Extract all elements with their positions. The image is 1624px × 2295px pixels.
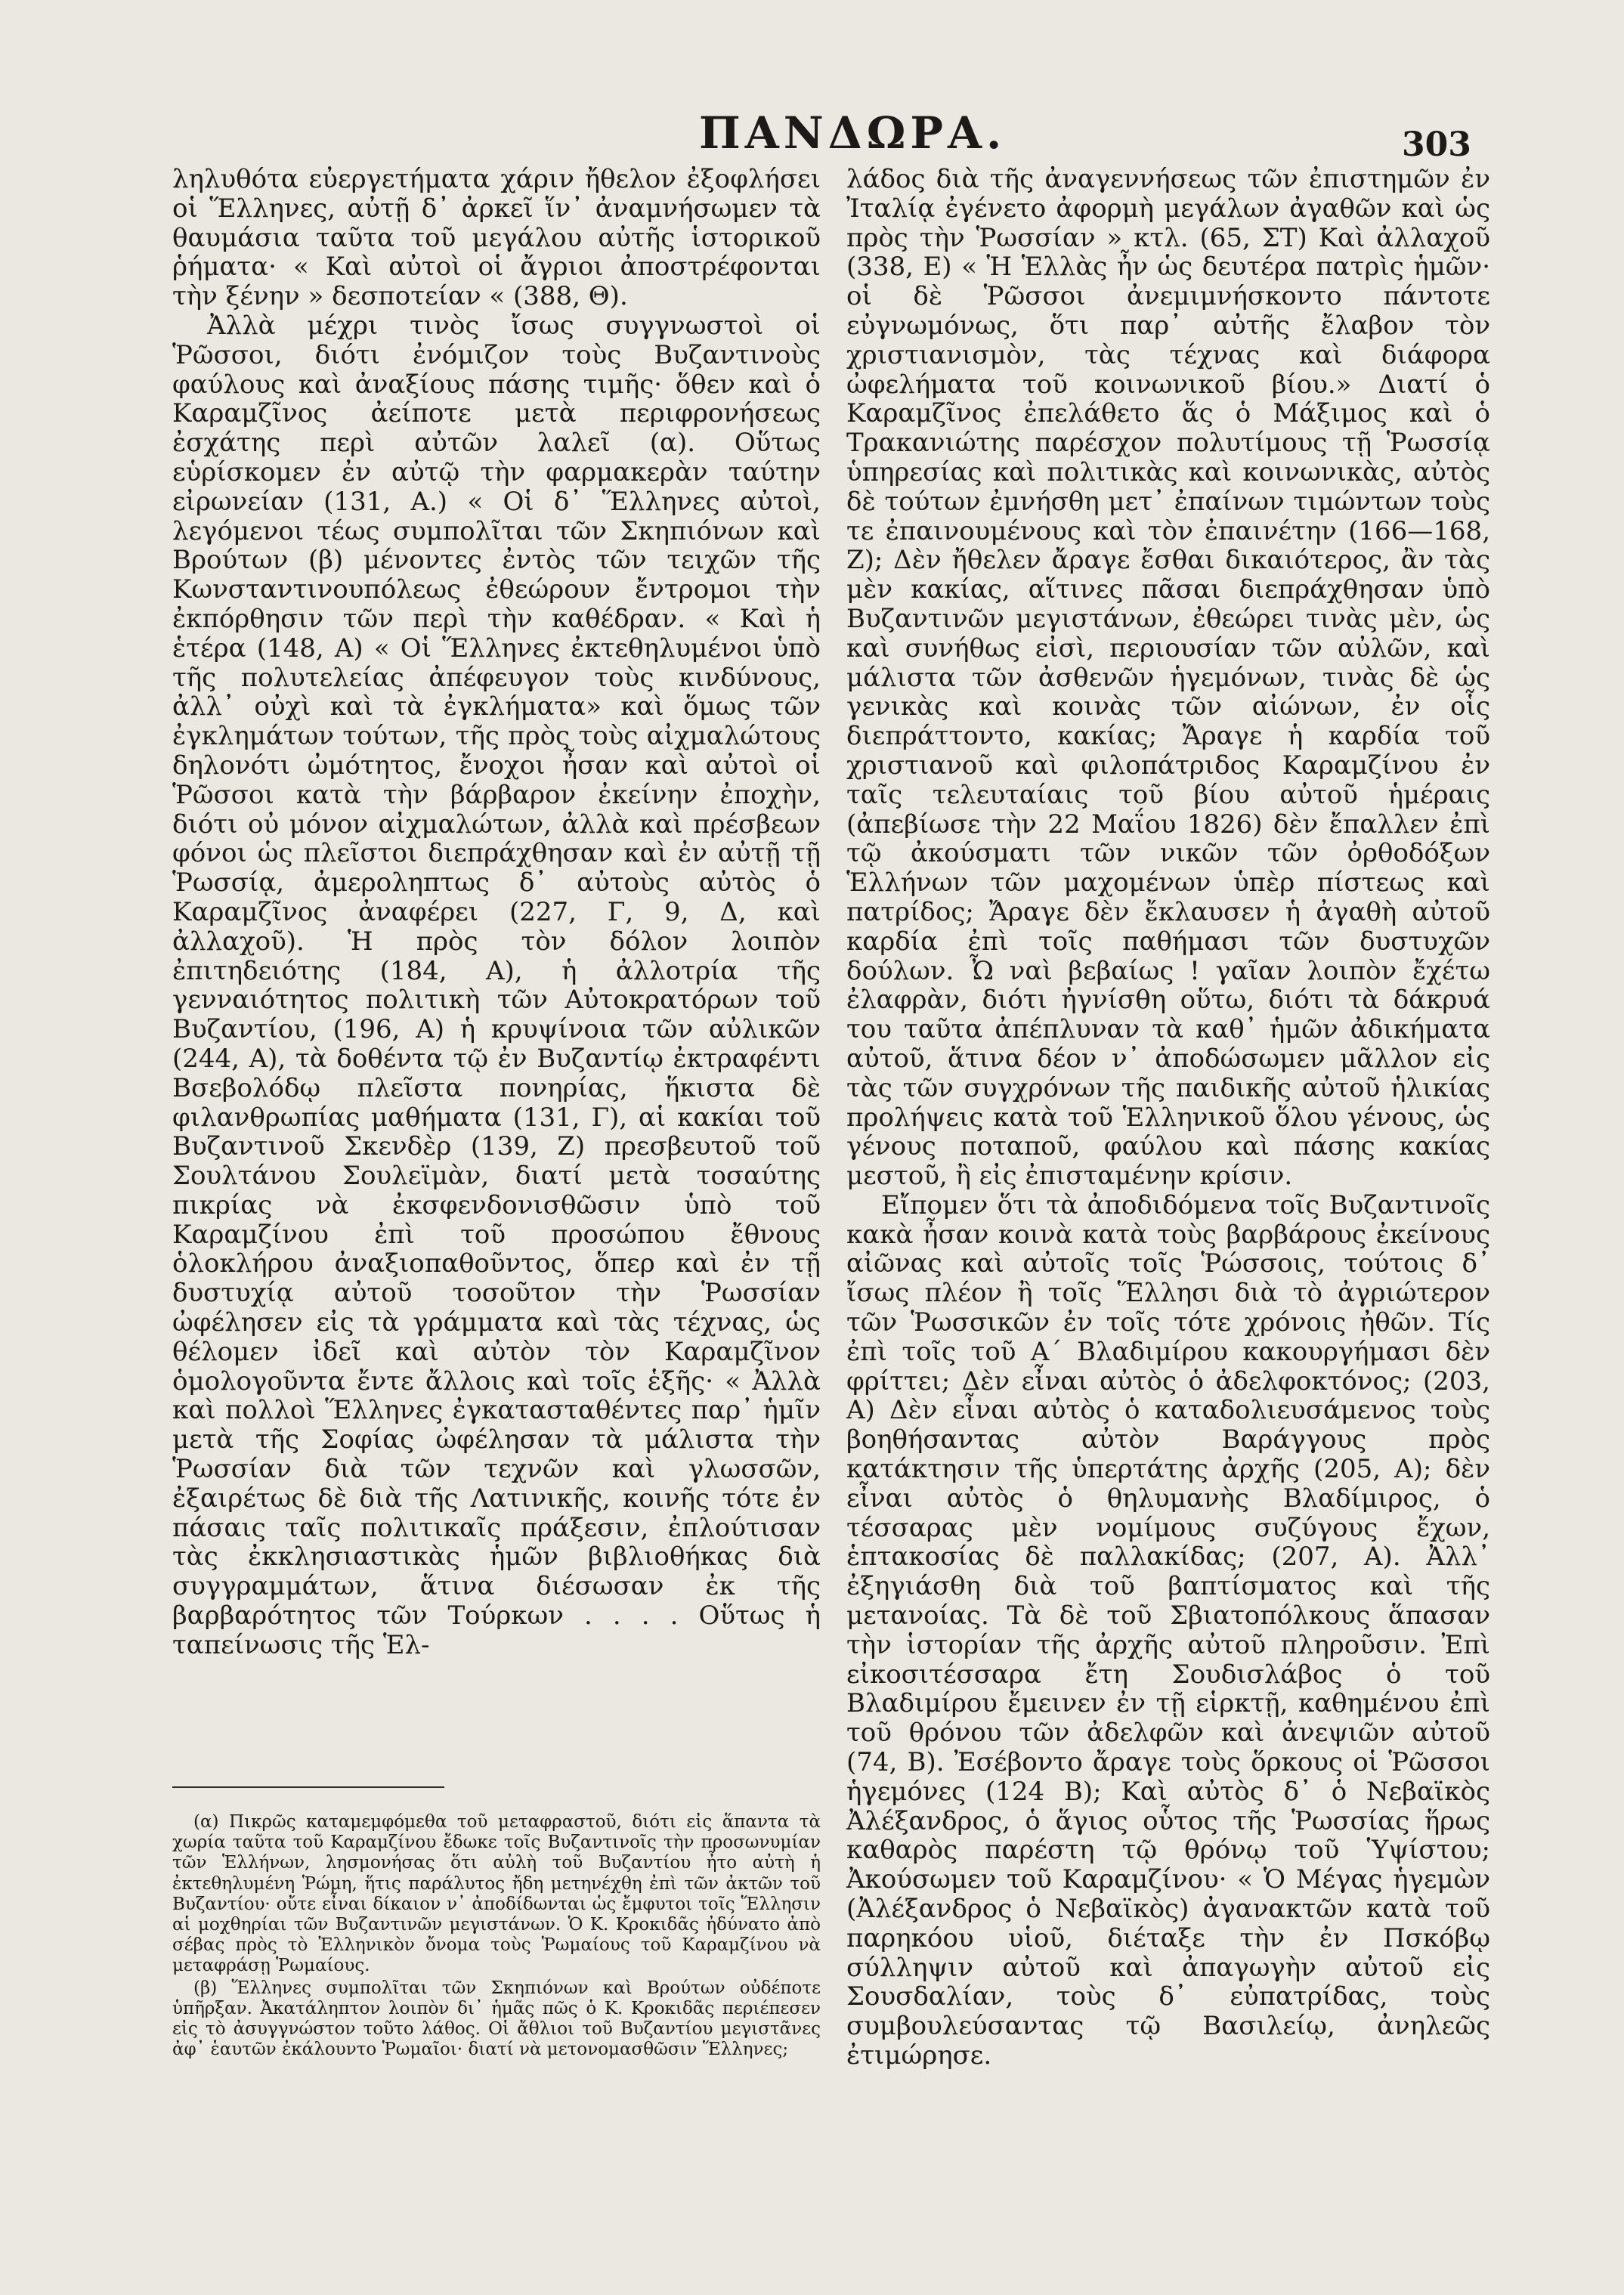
footnote-b: (β) Ἕλληνες συμπολῖται τῶν Σκηπιόνων καὶ Βρούτων οὐδέποτε ὑπῆρξαν. Ἀκατάληπτον λοιπὸν δι᾽ ἡμᾶς πῶς ὁ Κ. Κροκιδᾶς περιέπεσεν εἰς τὸ ἀσυγγνώστον τοῦτο λάθος. Οἱ ἄθλιοι τοῦ Βυζαντίου μεγιστᾶνες ἀφ᾽ ἑαυτῶν ἐκάλουντο Ῥωμαῖοι· διατί νὰ μετονομασθῶσιν Ἕλληνες; <box>172 1978 821 2060</box>
footnote-a: (α) Πικρῶς καταμεμφόμεθα τοῦ μεταφραστοῦ, διότι εἰς ἅπαντα τὰ χωρία ταῦτα τοῦ Καραμζίνου ἔδωκε τοῖς Βυζαντινοῖς τὴν προσωνυμίαν τῶν Ἑλλήνων, λησμονήσας ὅτι αὐλὴ τοῦ Βυζαντίου ἦτο αὐτὴ ἡ ἐκτεθηλυμένη Ῥώμη, ἥτις παράλυτος ἤδη μετηνέχθη ἐπὶ τῶν ἀκτῶν τοῦ Βυζαντίου· οὔτε εἶναι δίκαιον ν᾽ ἀποδίδωνται ὡς ἔμφυτοι τοῖς Ἕλλησιν αἱ μοχθηρίαι τῶν Βυζαντινῶν μεγιστάνων. Ὁ Κ. Κροκιδᾶς ἠδύνατο ἀπὸ σέβας πρὸς τὸ Ἑλληνικὸν ὄνομα τοὺς Ῥωμαίους τοῦ Καραμζίνου νὰ μεταφράσῃ Ῥωμαίους. <box>172 1812 821 1976</box>
page-number: 303 <box>1402 125 1471 164</box>
left-paragraph-2: Ἀλλὰ μέχρι τινὸς ἴσως συγγνωστοὶ οἱ Ῥῶσσοι, διότι ἐνόμιζον τοὺς Βυζαντινοὺς φαύλους καὶ ἀναξίους πάσης τιμῆς· ὅθεν καὶ ὁ Καραμζῖνος ἀείποτε μετὰ περιφρονήσεως ἐσχάτης περὶ αὐτῶν λαλεῖ (α). Οὕτως εὑρίσκομεν ἐν αὐτῷ τὴν φαρμακερὰν ταύτην εἰρωνείαν (131, Α.) « Οἱ δ᾽ Ἕλληνες αὐτοὶ, λεγόμενοι τέως συμπολῖται τῶν Σκηπιόνων καὶ Βρούτων (β) μένοντες ἐντὸς τῶν τειχῶν τῆς Κωνσταντινουπόλεως ἐθεώρουν ἔντρομοι τὴν ἐκπόρθησιν τῶν περὶ τὴν καθέδραν. « Καὶ ἡ ἑτέρα (148, Α) « Οἱ Ἕλληνες ἐκτεθηλυμένοι ὑπὸ τῆς πολυτελείας ἀπέφευγον τοὺς κινδύνους, ἀλλ᾽ οὐχὶ καὶ τὰ ἐγκλήματα» καὶ ὅμως τῶν ἐγκλημάτων τούτων, τῆς πρὸς τοὺς αἰχμαλώτους δηλονότι ὠμότητος, ἔνοχοι ἦσαν καὶ αὐτοὶ οἱ Ῥῶσσοι κατὰ τὴν βάρβαρον ἐκείνην ἐποχὴν, διότι οὐ μόνον αἰχμαλώτων, ἀλλὰ καὶ πρέσβεων φόνοι ὡς πλεῖστοι διεπράχθησαν καὶ ἐν αὐτῇ τῇ Ῥωσσίᾳ, ἀμεροληπτως δ᾽ αὐτοὺς αὐτὸς ὁ Καραμζῖνος ἀναφέρει (227, Γ, 9, Δ, καὶ ἀλλαχοῦ). Ἡ πρὸς τὸν δόλον λοιπὸν ἐπιτηδειότης (184, Α), ἡ ἀλλοτρία τῆς γενναιότητος πολιτικὴ τῶν Αὐτοκρατόρων τοῦ Βυζαντίου, (196, Α) ἡ κρυψίνοια τῶν αὐλικῶν (244, Α), τὰ δοθέντα τῷ ἐν Βυζαντίῳ ἐκτραφέντι Βσεβολόδῳ πλεῖστα πονηρίας, ἥκιστα δὲ φιλανθρωπίας μαθήματα (131, Γ), αἱ κακίαι τοῦ Βυζαντινοῦ Σκενδὲρ (139, Ζ) πρεσβευτοῦ τοῦ Σουλτάνου Σουλεϊμὰν, διατί μετὰ τοσαύτης πικρίας νὰ ἐκσφενδονισθῶσιν ὑπὸ τοῦ Καραμζίνου ἐπὶ τοῦ προσώπου ἔθνους ὁλοκλήρου ἀναξιοπαθοῦντος, ὅπερ καὶ ἐν τῇ δυστυχίᾳ αὐτοῦ τοσοῦτον τὴν Ῥωσσίαν ὠφέλησεν εἰς τὰ γράμματα καὶ τὰς τέχνας, ὡς θέλομεν ἰδεῖ καὶ αὐτὸν τὸν Καραμζῖνον ὁμολογοῦντα ἔντε ἄλλοις καὶ τοῖς ἑξῆς· « Ἀλλὰ καὶ πολλοὶ Ἕλληνες ἐγκατασταθέντες παρ᾽ ἡμῖν μετὰ τῆς Σοφίας ὠφέλησαν τὰ μάλιστα τὴν Ῥωσσίαν διὰ τῶν τεχνῶν καὶ γλωσσῶν, ἐξαιρέτως δὲ διὰ τῆς Λατινικῆς, κοινῆς τότε ἐν πάσαις ταῖς πολιτικαῖς πράξεσιν, ἐπλούτισαν τὰς ἐκκλησιαστικὰς ἡμῶν βιβλιοθήκας διὰ συγγραμμάτων, ἅτινα διέσωσαν ἐκ τῆς βαρβαρότητος τῶν Τούρκων . . . . Οὕτως ἡ ταπείνωσις τῆς Ἑλ- <box>172 310 821 1660</box>
footnote-divider <box>172 1786 444 1788</box>
page-header <box>0 98 1624 166</box>
running-title: ΠΑΝΔΩΡΑ. <box>699 107 1007 159</box>
footnotes <box>172 1812 821 2061</box>
right-column <box>846 165 1490 2071</box>
left-paragraph-1: ληλυθότα εὐεργετήματα χάριν ἤθελον ἐξοφλήσει οἱ Ἕλληνες, αὐτῇ δ᾽ ἀρκεῖ ἵν᾽ ἀναμνήσωμεν τὰ θαυμάσια ταῦτα τοῦ μεγάλου αὐτῆς ἱστορικοῦ ῥήματα· « Καὶ αὐτοὶ οἱ ἄγριοι ἀποστρέφονται τὴν ξένην » δεσποτείαν « (388, Θ). <box>172 164 821 312</box>
right-paragraph-2: Εἴπομεν ὅτι τὰ ἀποδιδόμενα τοῖς Βυζαντινοῖς κακὰ ἦσαν κοινὰ κατὰ τοὺς βαρβάρους ἐκείνους αἰῶνας καὶ αὐτοῖς τοῖς Ῥώσσοις, τούτοις δ᾽ ἴσως πλέον ἢ τοῖς Ἕλλησι διὰ τὸ ἀγριώτερον τῶν Ῥωσσικῶν ἐν τοῖς τότε χρόνοις ἠθῶν. Τίς ἐπὶ τοῖς τοῦ Α΄ Βλαδιμίρου κακουργήμασι δὲν φρίττει; Δὲν εἶναι αὐτὸς ὁ ἀδελφοκτόνος; (203, Α) Δὲν εἶναι αὐτὸς ὁ καταδολιευσάμενος τοὺς βοηθήσαντας αὐτὸν Βαράγγους πρὸς κατάκτησιν τῆς ὑπερτάτης ἀρχῆς (205, Α); δὲν εἶναι αὐτὸς ὁ θηλυμανὴς Βλαδίμιρος, ὁ τέσσαρας μὲν νομίμους συζύγους ἔχων, ἑπτακοσίας δὲ παλλακίδας; (207, Α). Ἀλλ᾽ ἐξηγιάσθη διὰ τοῦ βαπτίσματος καὶ τῆς μετανοίας. Τὰ δὲ τοῦ Σβιατοπόλκους ἅπασαν τὴν ἱστορίαν τῆς ἀρχῆς αὐτοῦ πληροῦσιν. Ἐπὶ εἰκοσιτέσσαρα ἔτη Σουδισλάβος ὁ τοῦ Βλαδιμίρου ἔμεινεν ἐν τῇ εἱρκτῇ, καθημένου ἐπὶ τοῦ θρόνου τῶν ἀδελφῶν καὶ ἀνεψιῶν αὐτοῦ (74, Β). Ἐσέβοντο ἄραγε τοὺς ὅρκους οἱ Ῥῶσσοι ἡγεμόνες (124 Β); Καὶ αὐτὸς δ᾽ ὁ Νεβαϊκὸς Ἀλέξανδρος, ὁ ἅγιος οὗτος τῆς Ῥωσσίας ἥρως καθαρὸς παρέστη τῷ θρόνῳ τοῦ Ὑψίστου; Ἀκούσωμεν τοῦ Καραμζίνου· « Ὁ Μέγας ἡγεμὼν (Ἀλέξανδρος ὁ Νεβαϊκὸς) ἀγανακτῶν κατὰ τοῦ παρηκόου υἱοῦ, διέταξε τὴν ἐν Πσκόβῳ σύλληψιν αὐτοῦ καὶ ἀπαγωγὴν αὐτοῦ εἰς Σουσδαλίαν, τοὺς δ᾽ εὐπατρίδας, τοὺς συμβουλεύσαντας τῷ Βασιλείῳ, ἀνηλεῶς ἐτιμώρησε. <box>846 1189 1490 2071</box>
left-column <box>172 165 821 1660</box>
right-paragraph-1: λάδος διὰ τῆς ἀναγεννήσεως τῶν ἐπιστημῶν ἐν Ἰταλίᾳ ἐγένετο ἀφορμὴ μεγάλων ἀγαθῶν καὶ ὡς πρὸς τὴν Ῥωσσίαν » κτλ. (65, ΣΤ) Καὶ ἀλλαχοῦ (338, Ε) « Ἡ Ἑλλὰς ἦν ὡς δευτέρα πατρὶς ἡμῶν· οἱ δὲ Ῥῶσσοι ἀνεμιμνήσκοντο πάντοτε εὐγνωμόνως, ὅτι παρ᾽ αὐτῆς ἔλαβον τὸν χριστιανισμὸν, τὰς τέχνας καὶ διάφορα ὠφελήματα τοῦ κοινωνικοῦ βίου.» Διατί ὁ Καραμζῖνος ἐπελάθετο ἅς ὁ Μάξιμος καὶ ὁ Τρακανιώτης παρέσχον πολυτίμους τῇ Ῥωσσίᾳ ὑπηρεσίας καὶ πολιτικὰς καὶ κοινωνικὰς, αὐτὸς δὲ τούτων ἐμνήσθη μετ᾽ ἐπαίνων τιμώντων τοὺς τε ἐπαινουμένους καὶ τὸν ἐπαινέτην (166—168, Ζ); Δὲν ἤθελεν ἄραγε ἔσθαι δικαιότερος, ἂν τὰς μὲν κακίας, αἵτινες πᾶσαι διεπράχθησαν ὑπὸ Βυζαντινῶν μεγιστάνων, ἐθεώρει τινὰς μὲν, ὡς καὶ συνήθως εἰσὶ, περιουσίαν τῶν αὐλῶν, καὶ μάλιστα τῶν ἀσθενῶν ἡγεμόνων, τινὰς δὲ ὡς γενικὰς καὶ κοινὰς τῶν αἰώνων, ἐν οἷς διεπράττοντο, κακίας; Ἄραγε ἡ καρδία τοῦ χριστιανοῦ καὶ φιλοπάτριδος Καραμζίνου ἐν ταῖς τελευταίαις τοῦ βίου αὐτοῦ ἡμέραις (ἀπεβίωσε τὴν 22 Μαΐου 1826) δὲν ἔπαλλεν ἐπὶ τῷ ἀκούσματι τῶν νικῶν τῶν ὀρθοδόξων Ἑλλήνων τῶν μαχομένων ὑπὲρ πίστεως καὶ πατρίδος; Ἄραγε δὲν ἔκλαυσεν ἡ ἀγαθὴ αὐτοῦ καρδία ἐπὶ τοῖς παθήμασι τῶν δυστυχῶν δούλων. Ὦ ναὶ βεβαίως ! γαῖαν λοιπὸν ἔχέτω ἐλαφρὰν, διότι ἠγνίσθη οὕτω, διότι τὰ δάκρυά του ταῦτα ἀπέπλυναν τὰ καθ᾽ ἡμῶν ἀδικήματα αὐτοῦ, ἅτινα δέον ν᾽ ἀποδώσωμεν μᾶλλον εἰς τὰς τῶν συγχρόνων τῆς παιδικῆς αὐτοῦ ἡλικίας προλήψεις κατὰ τοῦ Ἑλληνικοῦ ὅλου γένους, ὡς γένους ποταποῦ, φαύλου καὶ πάσης κακίας μεστοῦ, ἢ εἰς ἐπισταμένην κρίσιν. <box>846 164 1490 1192</box>
